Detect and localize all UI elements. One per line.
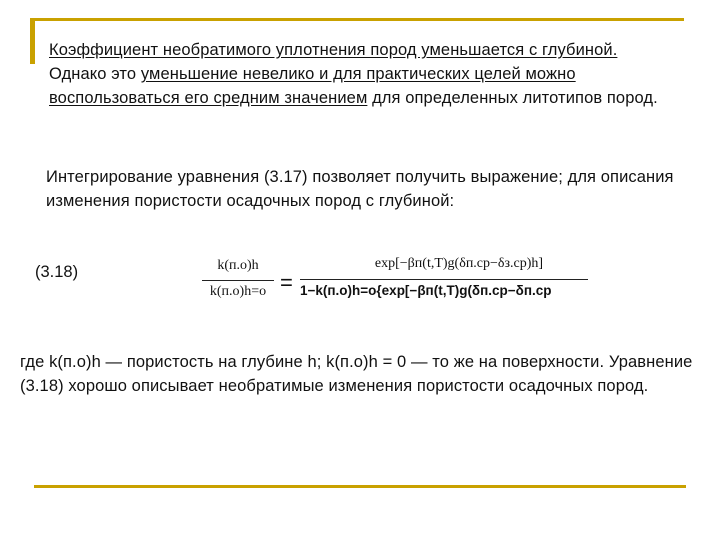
equation-number: (3.18) [35,263,79,281]
text-before: Однако это [49,65,141,83]
fraction-bar [202,280,274,281]
equals-sign: = [280,270,293,295]
formula-rhs-denominator: 1−k(п.о)h=o{exp[−βп(t,T)g(δп.ср−δп.ср [300,283,552,299]
integration-paragraph: Интегрирование уравнения (3.17) позволяет получить выражение; для описания изменения пористости осадочных пород с глубиной: [46,168,674,210]
intro-paragraph [49,38,684,110]
bottom-rule [34,485,686,488]
explanation-paragraph: где k(п.о)h — пористость на глубине h; k(п.о)h = 0 — то же на поверхности. Уравнение (3.18) хорошо описывает необратимые изменения пористости осадочных пород. [20,353,693,395]
underlined-part: уменьшение невелико и для практических целей можно воспользоваться его средним значением [49,65,576,107]
text-after: для определенных литотипов пород. [367,89,658,107]
formula-lhs-denominator: k(п.о)h=o [209,284,267,300]
formula-lhs-fraction [202,258,274,300]
formula-rhs-fraction [300,256,588,298]
fraction-bar [300,279,588,280]
left-rule [30,18,35,64]
underlined-sentence: Коэффициент необратимого уплотнения пород уменьшается с глубиной. [49,41,618,59]
top-rule [34,18,684,21]
formula-rhs-numerator: exp[−βп(t,T)g(δп.ср−δз.ср)h] [374,256,544,271]
formula-lhs-numerator: k(п.о)h [217,258,259,273]
formula-3-18 [198,254,588,312]
